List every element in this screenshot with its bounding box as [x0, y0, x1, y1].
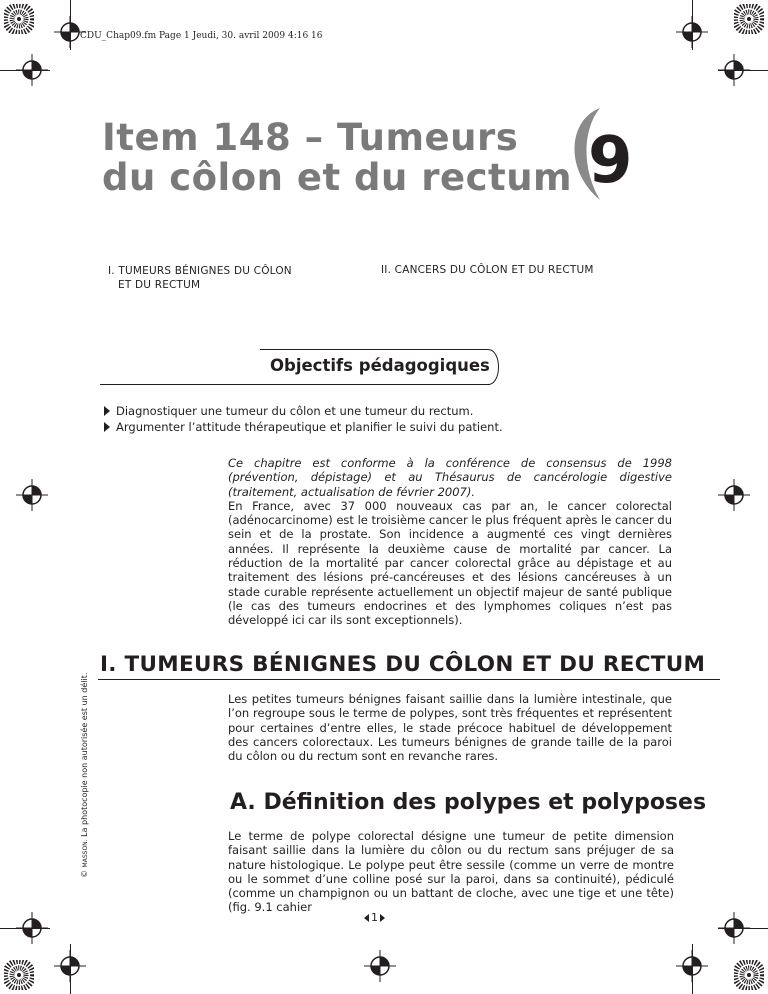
file-info-header: CDU_Chap09.fm Page 1 Jeudi, 30. avril 2009 4:16 16 [80, 31, 323, 41]
toc-item-1 [108, 264, 328, 292]
section-heading: I. TUMEURS BÉNIGNES DU CÔLON ET DU RECTUM [100, 652, 706, 677]
objectives-list [104, 403, 503, 435]
section-paragraph: Les petites tumeurs bénignes faisant saillie dans la lumière intestinale, que l’on regroupe sous le terme de polypes, sont très fréquentes et représentent pour certaines d’entre elles, le stade précoce habituel de développement des cancers colorectaux. Les tumeurs bénignes de grande taille de la paroi du côlon ou du rectum sont en revanche rares. [228, 692, 672, 764]
bullet-triangle-icon [104, 422, 110, 432]
registration-mark-icon [718, 479, 750, 511]
crop-line [718, 928, 768, 929]
intro-block [228, 456, 672, 628]
chapter-title-line-1: Item 148 – Tumeurs [102, 116, 519, 159]
crop-line [70, 0, 71, 50]
toc-item-1-line-1: I. TUMEURS BÉNIGNES DU CÔLON [108, 265, 292, 277]
chapter-title-line-2: du côlon et du rectum [102, 156, 573, 199]
copyright-notice: © MASSON. La photocopie non autorisée est un délit. [80, 672, 89, 878]
section-underline [98, 679, 720, 680]
intro-italic-note: Ce chapitre est conforme à la conférence de consensus de 1998 (prévention, dépistage) et au Thésaurus de cancérologie digestive (traitement, actualisation de février 2007). [228, 456, 672, 499]
toc-item-2: II. CANCERS DU CÔLON ET DU RECTUM [381, 264, 594, 276]
crop-line [718, 70, 768, 71]
intro-body: En France, avec 37 000 nouveaux cas par an, le cancer colorectal (adénocarcinome) est le troisième cancer le plus fréquent après le cancer du sein et de la prostate. Son incidence a augmenté ces vingt dernières années. Il représente la deuxième cause de mortalité par cancer. La réduction de la mortalité par cancer colorectal grâce au dépistage et au traitement des lésions pré-cancéreuses et des lésions cancéreuses à un stade curable représente actuellement un objectif majeur de santé publique (le cas des tumeurs endocrines et des lymphomes coliques n’est pas développé ici car ils sont exceptionnels). [228, 498, 672, 628]
starburst-mark-icon [734, 960, 764, 990]
subsection-heading: A. Définition des polypes et polyposes [230, 790, 707, 815]
crop-line [0, 928, 50, 929]
starburst-mark-icon [4, 4, 34, 34]
starburst-mark-icon [734, 4, 764, 34]
chapter-number: 9 [588, 124, 633, 198]
toc-item-1-line-2: ET DU RECTUM [118, 279, 201, 291]
crop-line [70, 944, 71, 994]
bullet-triangle-icon [104, 406, 110, 416]
page-arrow-right-icon [380, 914, 385, 922]
crop-line [692, 0, 693, 50]
crop-line [692, 944, 693, 994]
subsection-paragraph: Le terme de polype colorectal désigne une tumeur de petite dimension faisant saillie dans la lumière du côlon ou du rectum sans préjuger de sa nature histologique. Le polype peut être sessile (comme un verre de montre ou le sommet d’une colline posé sur la paroi, dans sa continuité), pédiculé (comme un champignon ou un battant de cloche, avec une tige et une tête) (fig. 9.1 cahier [228, 829, 674, 915]
registration-mark-icon [364, 950, 396, 982]
objective-item: Argumenter l’attitude thérapeutique et planifier le suivi du patient. [104, 419, 503, 435]
objectives-title: Objectifs pédagogiques [270, 356, 490, 375]
registration-mark-icon [16, 479, 48, 511]
starburst-mark-icon [4, 960, 34, 990]
objective-item: Diagnostiquer une tumeur du côlon et une tumeur du rectum. [104, 403, 503, 419]
chapter-title [102, 118, 572, 198]
crop-line [0, 70, 50, 71]
page-number: 1 [364, 911, 385, 924]
